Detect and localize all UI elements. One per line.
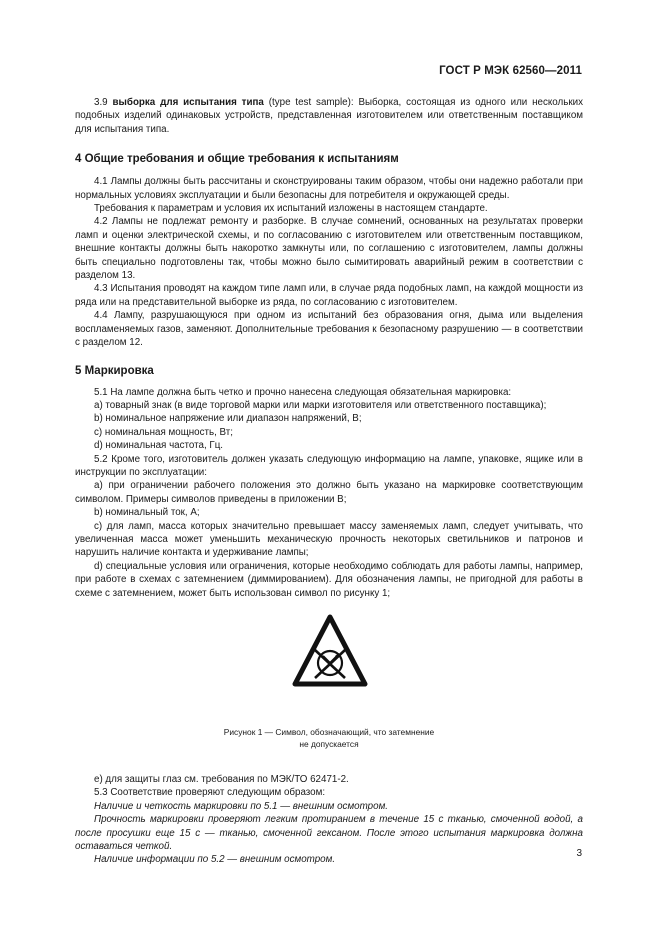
list-item-5-1-d: d) номинальная частота, Гц.	[94, 440, 224, 452]
defined-term: выборка для испытания типа	[112, 97, 264, 108]
list-item-5-2-a: a) при ограничении рабочего положения это должно быть указано на маркировке соответствующим символом. Примеры символов приведены в приложении В;	[75, 480, 583, 505]
clause-4-1-note: Требования к параметрам и условия их испытаний изложены в настоящем стандарте.	[94, 203, 488, 215]
definition-text: (type test sample): Выборка, состоящая из одного или нескольких подобных изделий одинаковых устройств, представленная изготовителем или ответственным поставщиком для испытания типа.	[75, 97, 583, 135]
page-content	[75, 96, 583, 867]
compliance-check-durability	[75, 813, 583, 853]
list-item-5-1-c: c) номинальная мощность, Вт;	[94, 426, 233, 438]
page-number: 3	[576, 848, 582, 859]
standard-header: ГОСТ Р МЭК 62560—2011	[439, 65, 582, 77]
list-item-5-1-a: a) товарный знак (в виде торговой марки или марки изготовителя или ответственного поставщика);	[94, 399, 547, 411]
definition-3-9	[75, 96, 583, 136]
figure-1	[75, 614, 583, 726]
clause-4-3: 4.3 Испытания проводят на каждом типе ламп или, в случае ряда подобных ламп, на каждой мощности из ряда или на представительной выборке из ряда, по согласованию с изготовителем.	[75, 283, 583, 308]
list-item-5-2-b: b) номинальный ток, А;	[94, 507, 200, 519]
section-5-heading: 5 Маркировка	[75, 364, 154, 377]
compliance-check-5-1	[75, 800, 583, 813]
list-item-5-2-c: c) для ламп, масса которых значительно превышает массу заменяемых ламп, следует учитывать, что увеличенная масса может уменьшить механическую прочность некоторых светильников и патронов и нарушить наличие контакта и удерживание лампы;	[75, 520, 583, 559]
compliance-check-5-2	[75, 853, 583, 866]
clause-5-1: 5.1 На лампе должна быть четко и прочно нанесена следующая обязательная маркировка:	[94, 386, 512, 398]
figure-caption-line-2: не допускается	[299, 739, 359, 749]
no-dimming-symbol-icon	[292, 614, 368, 694]
compliance-text-1: Наличие и четкость маркировки по 5.1 — внешним осмотром.	[94, 800, 389, 812]
clause-5-2: 5.2 Кроме того, изготовитель должен указать следующую информацию на лампе, упаковке, ящике или в инструкции по эксплуатации:	[75, 453, 583, 478]
clause-number: 3.9	[94, 97, 108, 108]
compliance-text-3: Наличие информации по 5.2 — внешним осмотром.	[94, 854, 336, 866]
clause-4-2: 4.2 Лампы не подлежат ремонту и разборке. В случае сомнений, основанных на результатах проверки ламп и оценки электрической схемы, и по согласованию с изготовителем или ответственным поставщиком, внешние контакты должны быть накоротко замкнуты или, по соглашению с изготовителем, лампы должны быть специально подготовлены так, чтобы можно было сымитировать аварийный режим в соответствии с разделом 13.	[75, 216, 583, 282]
figure-caption-line-1: Рисунок 1 — Символ, обозначающий, что затемнение	[223, 727, 435, 737]
clause-4-1: 4.1 Лампы должны быть рассчитаны и сконструированы таким образом, чтобы они надежно работали при нормальных условиях эксплуатации и были безопасны для потребителя и окружающей среды.	[75, 176, 583, 201]
list-item-5-2-e: e) для защиты глаз см. требования по МЭК/ТО 62471-2.	[94, 774, 349, 785]
clause-4-4: 4.4 Лампу, разрушающуюся при одном из испытаний без образования огня, дыма или выделения воспламеняемых газов, заменяют. Дополнительные требования к безопасному разрушению — в соответствии с разделом 12.	[75, 310, 583, 349]
section-4-heading: 4 Общие требования и общие требования к испытаниям	[75, 153, 399, 166]
compliance-text-2: Прочность маркировки проверяют легким протиранием в течение 15 с тканью, смоченной водой, а после просушки еще 15 с — тканью, смоченной гексаном. После этого испытания маркировка должна оставаться четкой.	[75, 814, 583, 853]
list-item-5-2-d: d) специальные условия или ограничения, которые необходимо соблюдать для работы лампы, например, при работе в схемах с затемнением (диммированием). Для обозначения лампы, не пригодной для работы в схеме с затемнением, может быть использован символ по рисунку 1;	[75, 560, 583, 599]
clause-5-3: 5.3 Соответствие проверяют следующим образом:	[94, 787, 326, 799]
list-item-5-1-b: b) номинальное напряжение или диапазон напряжений, В;	[94, 413, 362, 425]
